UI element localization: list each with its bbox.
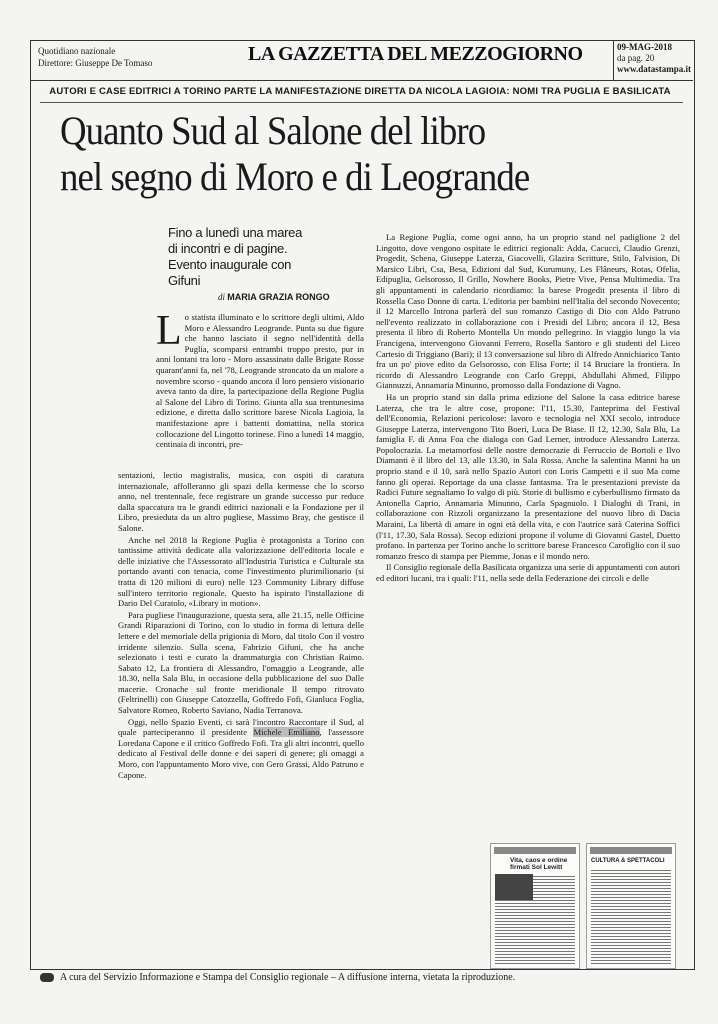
thumbnail-title: Vita, caos e ordine firmati Sol Lewitt: [510, 857, 570, 871]
article-headline: [60, 108, 630, 200]
article-column-1-top: [156, 308, 364, 451]
source-site: www.datastampa.it: [617, 64, 692, 74]
newspaper-director: Direttore: Giuseppe De Tomaso: [38, 58, 153, 68]
article-kicker: AUTORI E CASE EDITRICI A TORINO PARTE LA MANIFESTAZIONE DIRETTA DA NICOLA LAGIOIA: NOMI TRA PUGLIA E BASILICATA: [49, 86, 671, 97]
highlighted-name: Michele Emiliano: [253, 727, 320, 738]
article-byline: [218, 292, 330, 302]
divider: [40, 102, 683, 103]
paragraph: Il Consiglio regionale della Basilicata organizza una serie di appuntamenti con autori ed editori lucani, tra i quali: l'11, nella sede della Federazione dei circoli e delle: [376, 562, 680, 583]
article-subhead: Fino a lunedì una marea di incontri e di pagine. Evento inaugurale con Gifuni: [168, 225, 303, 288]
paragraph: La Regione Puglia, come ogni anno, ha un proprio stand nel padiglione 2 del Lingotto, dove vengono ospitate le editrici regionali: Adda, Cacucci, Claudio Grenzi, Progedit, Schena, Giuseppe Laterza, Giacovelli, Glazira Scritture, Stilo, Falvision, Di Marsico Libri, Csa, Besa, Edizioni dal Sud, Kurumuny, Les Flâneurs, Rotas, Ofelia, Edipuglia, Gelsorosso, Il Grillo, Nowhere Books, Pietre Vive, Pensa Multimedia. Tra gli appuntamenti in calendario ricordiamo: la barese Progedit presenta il libro di Rossella Caso Donne di carta. L'editoria per bambini nell'Italia del secondo Novecento; il 12 Marcello Introna parlerà del suo romanzo Castigo di Dio con Aldo Patruno nell'evento realizzato in collaborazione con i Presidi del Libro; ancora il 12, Besa presenta il libro di Roberto Montella Un mondo pellegrino. In viaggio lungo la via Francigena, intervengono Giovanni Ferrero, Rosella Santoro e gli studenti del Liceo Cartesio di Triggiano (Bari); il 13 conversazione sul libro di Alfredo Annichiarico Tanto fra un po' piove edito da Gelsorosso, con Elisa Forte; il 14 Bruciare la frontiera. In ricordo di Alessandro Leogrande con Carlo Greppi, Abdullahi Ahmed, Filippo Giannuzzi, Annamaria Minunno, promosso dalla Fondazione di Vagno.: [376, 232, 680, 391]
byline-author: MARIA GRAZIA RONGO: [227, 292, 330, 302]
paragraph: Para pugliese l'inaugurazione, questa sera, alle 21.15, nelle Officine Grandi Riparazioni di Torino, con lo studio in forma di lettura delle lettere e del memoriale della prigionia di Moro, dal titolo Con il vostro irridente silenzio. Sulla scena, Fabrizio Gifuni, che ha anche selezionato i testi e curato la drammaturgia con Christian Raimo. Sabato 12, La frontiera di Alessandro, l'omaggio a Leogrande, alle 18.30, nella Sala Blu, in occasione della pubblicazione del suo Dalle macerie. Cronache sul fronte meridionale Il tempo ritrovato (Feltrinelli) con Giuseppe Catozzella, Goffredo Fofi, Gianluca Foglia, Salvatore Romeo, Roberto Saviano, Nadia Terranova.: [118, 609, 364, 716]
page-footer: [40, 972, 700, 983]
page-reference: da pag. 20: [617, 53, 655, 63]
paragraph: Anche nel 2018 la Regione Puglia è protagonista a Torino con tantissime attività dedicate alla valorizzazione dell'editoria locale e delle iniziative che l'Assessorato all'Industria Turistica e Culturale sta portando avanti con tenacia, come l'investimento plurimilionario (si tratta di 120 milioni di euro) nelle 123 Community Library diffuse sull'intero territorio regionale. Questo ha ispirato l'installazione di Dario Del Curatolo, «Library in motion».: [118, 534, 364, 609]
paragraph: sentazioni, lectio magistralis, musica, con ospiti di caratura internazionale, affolleranno gli spazi della kermesse che lo scorso anno, nel trentennale, fece registrare un grande successo pur reduce dalla spaccatura tra le grandi editrici nazionali e la Fondazione per il Libro, presieduta da un altro pugliese, Massimo Bray, che gestisce il Salone.: [118, 470, 364, 533]
article-column-1: [118, 470, 364, 781]
paragraph: Oggi, nello Spazio Eventi, ci sarà l'incontro Raccontare il Sud, al quale parteciperanno il presidente Michele Emiliano, l'assessore Loredana Capone e il critico Goffredo Fofi. Tra gli altri incontri, quello dedicato al Festival delle donne e dei saperi di genere; gli omaggi a Moro, con l'appuntamento Moro vive, con Gero Grassi, Aldo Patruno e Capone.: [118, 716, 364, 780]
thumbnail-page-2: CULTURA & SPETTACOLI: [586, 843, 676, 969]
paragraph: Lo statista illuminato e lo scrittore degli ultimi, Aldo Moro e Alessandro Leogrande. Punta su due figure che hanno lasciato il segno nell'identità della Puglia, scomparsi entrambi troppo presto, pur in anni lontani tra loro - Moro assassinato dalle Brigate Rosse quarant'anni fa, nel '78, Leogrande stroncato da un malore a novembre scorso - quando ancora il loro pensiero visionario aveva tanto da dire, la partecipazione della Regione Puglia al Salone del Libro di Torino. Giunta alla sua trentunesima edizione, e diretta dallo scrittore barese Nicola Lagioia, la manifestazione apre i battenti domattina, nella storica collocazione del Lingotto torinese. Fino a lunedì 14 maggio, centinaia di incontri, pre-: [156, 308, 364, 450]
headline-line-2: nel segno di Moro e di Leogrande: [60, 154, 530, 199]
drop-cap: L: [156, 308, 182, 354]
byline-prefix: di: [218, 292, 226, 302]
paragraph: Ha un proprio stand sin dalla prima edizione del Salone la casa editrice barese Laterza, che tra le altre cose, propone: l'11, 15.30, l'anteprima del Festival dell'Economia, Relazioni pericolose: lavoro e tecnologia nel XXI secolo, introduce Giuseppe Laterza, intervengono Tito Boeri, Luca De Biase. Il 12, 12.30, Sala Blu, La famiglia F. di Anna Foa che dialoga con Gad Lerner, introduce Alessandro Laterza. Popolocrazia. La metamorfosi delle nostre democrazie di Ferruccio de Bortoli e Ilvo Diamanti è il libro del 13, alle 13.30, in Sala Rossa. Anche la salentina Manni ha un proprio stand e il 10, sarà nello Spazio Autori con Loris Campetti e il suo Ma come fanno gli operai. Reportage da una classe fantasma. Tra le presentazioni previste da Radici Future segnaliamo Io valgo di più. Storie di bullismo e cyberbullismo firmato da Antonella Caprio, Annamaria Minunno, Carla Spagnuolo. I Dialoghi di Trani, in collaborazione con Rizzoli organizzano la presentazione del nuovo libro di Dacia Maraini, La libertà di amare in ogni età della vita, e con l'autrice sarà Caterina Soffici (l'11, 17.30, Sala Rossa). Secop edizioni propone il volume di Giovanni Gastel, Duetto profano. In partenza per Torino anche lo scrittore barese Francesco Carofiglio con il suo romanzo fresco di stampa per Piemme, Jonas e il mondo nero.: [376, 391, 680, 561]
headline-line-1: Quanto Sud al Salone del libro: [60, 108, 486, 153]
masthead: [30, 40, 693, 81]
thumbnail-photo: [495, 874, 533, 900]
masthead-info: [38, 45, 152, 69]
footer-text: A cura del Servizio Informazione e Stampa del Consiglio regionale – A diffusione interna, vietata la riproduzione.: [59, 972, 516, 983]
newspaper-type: Quotidiano nazionale: [38, 46, 116, 56]
newspaper-logo: LA GAZZETTA DEL MEZZOGIORNO: [248, 43, 583, 65]
publication-date: 09-MAG-2018: [617, 42, 672, 52]
article-column-2: [376, 232, 680, 585]
regional-council-logo-icon: [40, 973, 54, 982]
masthead-meta: [613, 40, 693, 80]
